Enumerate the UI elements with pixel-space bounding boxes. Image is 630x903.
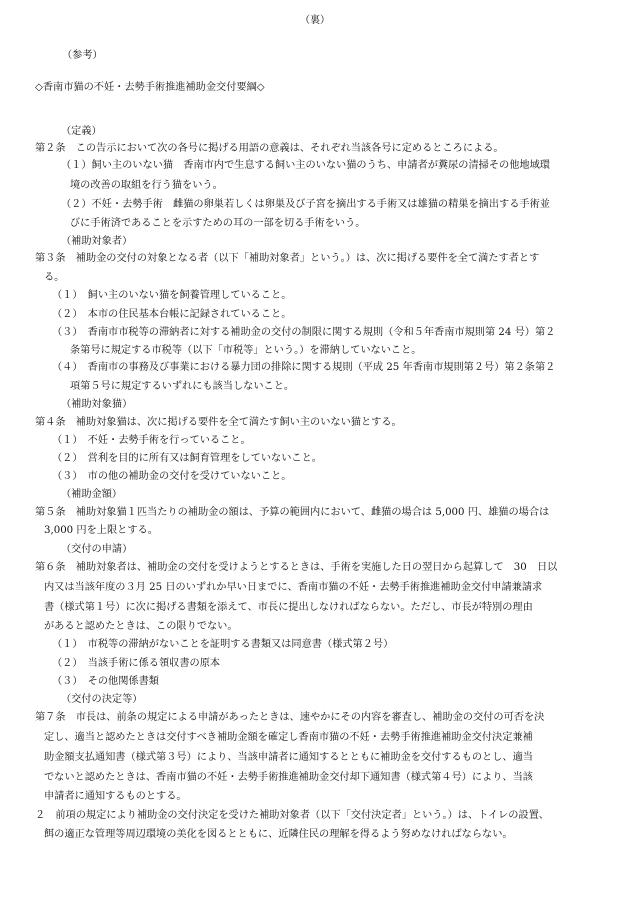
article-7-line-4: でないと認めたときは、香南市猫の不妊・去勢手術推進補助金交付却下通知書（様式第４号）により、当該	[44, 772, 533, 783]
reference-label: （参考）	[62, 50, 103, 61]
article-7-paragraph-2-line-1: ２ 前項の規定により補助金の交付決定を受けた補助対象者（以下「交付決定者」という。）は、トイレの設置、	[35, 810, 549, 821]
article-3-item-2: （２） 本市の住民基本台帳に記録されていること。	[52, 309, 292, 320]
article-7-line-5: 申請者に通知するものとする。	[44, 791, 187, 802]
article-7-line-2: 定し、適当と認めたときは交付すべき補助金額を確定し香南市猫の不妊・去勢手術推進補助金交付決定兼補	[44, 732, 533, 743]
heading-application: （交付の申請）	[61, 544, 133, 555]
article-7-line-1: 第７条 市長は、前条の規定による申請があったときは、速やかにその内容を審査し、補助金の交付の可否を決	[35, 712, 545, 723]
article-4-item-2: （２） 営利を目的に所有又は飼育管理をしていないこと。	[52, 453, 322, 464]
heading-cat: （補助対象猫）	[61, 399, 133, 410]
article-7-line-3: 助金額支払通知書（様式第３号）により、当該申請者に通知するとともに補助金を交付するものとし、適当	[44, 752, 533, 763]
article-6-item-2: （２） 当該手術に係る領収書の原本	[52, 658, 221, 669]
heading-definitions: （定義）	[61, 126, 102, 137]
article-2-item-1-line-2: 境の改善の取組を行う猫をいう。	[70, 180, 223, 191]
article-2-item-1-line-1: （１）飼い主のいない猫 香南市内で生息する飼い主のいない猫のうち、申請者が糞尿の清掃その他地域環	[61, 160, 550, 171]
article-3-item-4-line-1: （４） 香南市の事務及び事業における暴力団の排除に関する規則（平成 25 年香南市規則第２号）第２条第２	[52, 362, 556, 373]
article-5-line-1: 第５条 補助対象猫１匹当たりの補助金の額は、予算の範囲内において、雌猫の場合は 5,000 円、雄猫の場合は	[35, 507, 550, 518]
document-title: ◇香南市猫の不妊・去勢手術推進補助金交付要綱◇	[35, 82, 265, 93]
article-6-line-4: があると認めたときは、この限りでない。	[44, 621, 238, 632]
article-3-line-2: る。	[44, 272, 65, 283]
article-3-item-3-line-2: 条第号に規定する市税等（以下「市税等」という。）を滞納していないこと。	[70, 345, 422, 356]
article-2: 第２条 この告示において次の各号に掲げる用語の意義は、それぞれ当該各号に定めるところによる。	[35, 143, 504, 154]
article-4-item-3: （３） 市の他の補助金の交付を受けていないこと。	[52, 471, 292, 482]
heading-amount: （補助金額）	[61, 489, 123, 500]
article-6-item-1: （１） 市税等の滞納がないことを証明する書類又は同意書（様式第２号）	[52, 639, 394, 650]
article-3-item-3-line-1: （３） 香南市市税等の滞納者に対する補助金の交付の制限に関する規則（令和５年香南市規則第 24 号）第２	[52, 327, 556, 338]
article-7-paragraph-2-line-2: 餌の適正な管理等周辺環境の美化を図るとともに、近隣住民の理解を得るよう努めなければならない。	[44, 829, 513, 840]
article-6-line-1: 第６条 補助対象者は、補助金の交付を受けようとするときは、手術を実施した日の翌日から起算して 30 日以	[35, 562, 558, 573]
article-6-line-2: 内又は当該年度の３月 25 日のいずれか早い日までに、香南市猫の不妊・去勢手術推進補助金交付申請兼請求	[44, 582, 543, 593]
heading-subject: （補助対象者）	[61, 236, 133, 247]
article-6-item-3: （３） その他関係書類	[52, 676, 159, 687]
article-3-item-1: （１） 飼い主のいない猫を飼養管理していること。	[52, 290, 292, 301]
article-3-item-4-line-2: 項第５号に規定するいずれにも該当しないこと。	[70, 381, 295, 392]
page-header: （裏）	[300, 15, 330, 26]
article-6-line-3: 書（様式第１号）に次に掲げる書類を添えて、市長に提出しなければならない。ただし、市長が特別の理由	[44, 602, 533, 613]
article-4-item-1: （１） 不妊・去勢手術を行っていること。	[52, 435, 251, 446]
article-2-item-2-line-2: びに手術済であることを示すための耳の一部を切る手術をいう。	[70, 218, 366, 229]
article-2-item-2-line-1: （２）不妊・去勢手術 雌猫の卵巣若しくは卵巣及び子宮を摘出する手術又は雄猫の精巣を摘出する手術並	[61, 199, 550, 210]
article-4: 第４条 補助対象猫は、次に掲げる要件を全て満たす飼い主のいない猫とする。	[35, 417, 402, 428]
heading-decision: （交付の決定等）	[61, 694, 143, 705]
article-5-line-2: 3,000 円を上限とする。	[44, 525, 158, 536]
article-3-line-1: 第３条 補助金の交付の対象となる者（以下「補助対象者」という。）は、次に掲げる要件を全て満たす者とす	[35, 253, 540, 264]
